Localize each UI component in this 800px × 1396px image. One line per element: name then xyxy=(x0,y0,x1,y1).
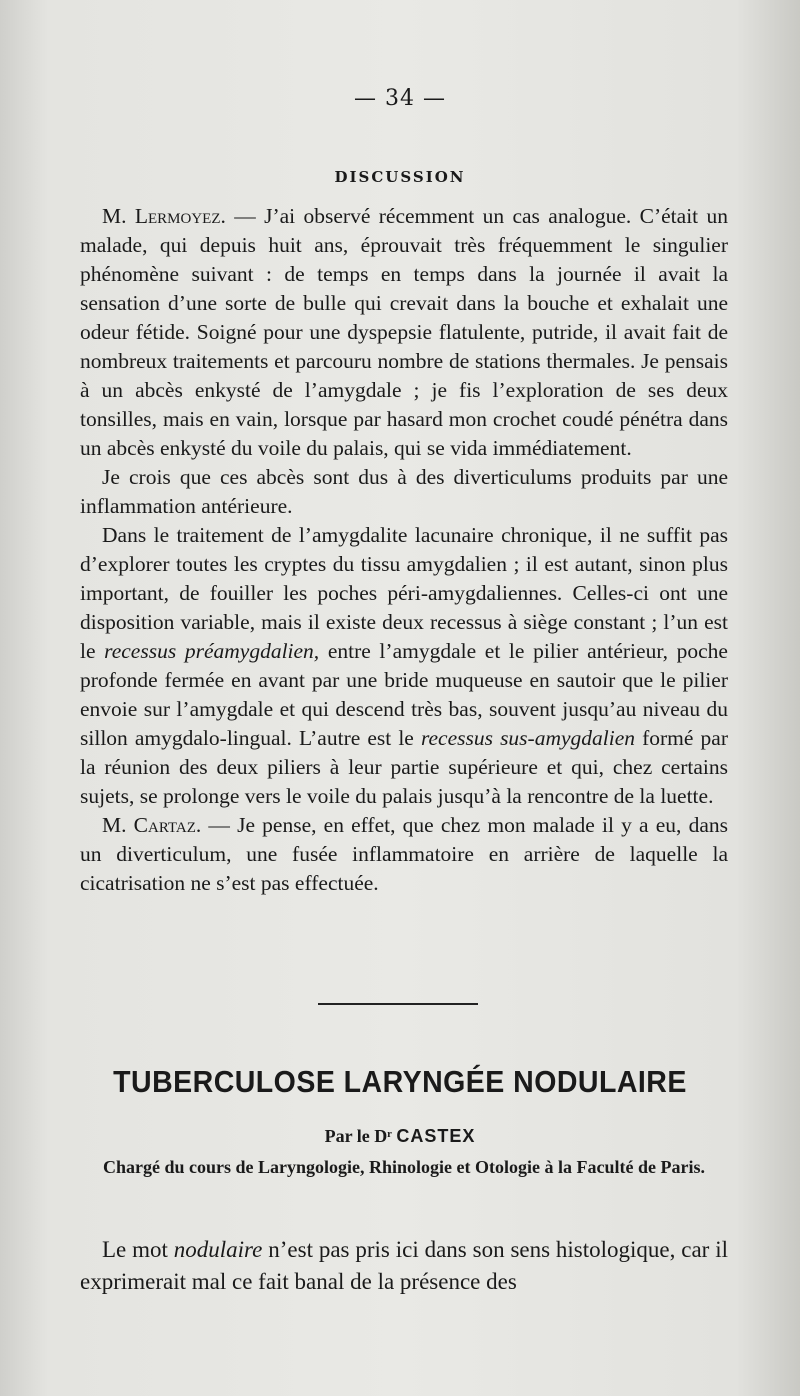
paragraph-text: entre l’amygdale et le pilier antérieur, poche profonde fermée en avant par une bride muqueuse en sautoir que le pilier envoie sur l’amygdale et qui descend très bas, souvent jusqu’au niveau du sillon amygdalo-lingual. L’autre est le xyxy=(80,639,728,750)
paragraph-text: n’est pas pris ici dans son sens histologique, car il exprimerait mal ce fait banal de la présence des xyxy=(80,1237,728,1294)
page-number: — 34 — xyxy=(354,86,446,111)
article-body xyxy=(80,1234,728,1298)
paragraph-text: — Je pense, en effet, que chez mon malade il y a eu, dans un diverticulum, une fusée inflammatoire en arrière de laquelle la cicatrisation ne s’est pas effectuée. xyxy=(80,813,728,895)
author-affiliation: Chargé du cours de Laryngologie, Rhinologie et Otologie à la Faculté de Paris. xyxy=(103,1157,705,1177)
discussion-block xyxy=(80,202,728,898)
italic-term: nodulaire xyxy=(173,1237,263,1262)
author-name: CASTEX xyxy=(396,1126,476,1146)
italic-term: recessus préamygdalien, xyxy=(104,639,320,663)
speaker-name: M. Lermoyez. xyxy=(102,204,226,228)
section-divider xyxy=(318,1003,478,1005)
paragraph-text: formé par la réunion des deux piliers à leur partie supérieure et qui, chez certains sujets, se prolonge vers le voile du palais jusqu’à la rencontre de la luette. xyxy=(80,726,728,808)
article-title: TUBERCULOSE LARYNGÉE NODULAIRE xyxy=(113,1064,687,1099)
paragraph-text: Le mot xyxy=(102,1237,174,1262)
paragraph-diverticulums: Je crois que ces abcès sont dus à des diverticulums produits par une inflammation antérieure. xyxy=(80,465,728,518)
paragraph-cartaz xyxy=(80,811,728,898)
paragraph-lermoyez xyxy=(80,202,728,463)
speaker-name: M. Cartaz. xyxy=(102,813,202,837)
discussion-heading: DISCUSSION xyxy=(334,168,466,186)
italic-term: recessus sus-amygdalien xyxy=(420,726,636,750)
paragraph-text: Dans le traitement de l’amygdalite lacunaire chronique, il ne suffit pas d’explorer toutes les cryptes du tissu amygdalien ; il est autant, sinon plus important, de fouiller les poches péri-amygdaliennes. Celles-ci ont une disposition variable, mais il existe deux recessus à siège constant ; l’un est le xyxy=(80,523,728,663)
paragraph-text: — J’ai observé récemment un cas analogue. C’était un malade, qui depuis huit ans, éprouvait très fréquemment le singulier phénomène suivant : de temps en temps dans la journée il avait la sensation d’une sorte de bulle qui crevait dans la bouche et exhalait une odeur fétide. Soigné pour une dyspepsie flatulente, putride, il avait fait de nombreux traitements et parcouru nombre de stations thermales. Je pensais à un abcès enkysté de l’amygdale ; je fis l’exploration de ses deux tonsilles, mais en vain, lorsque par hasard mon crochet coudé pénétra dans un abcès enkysté du voile du palais, qui se vida immédiatement. xyxy=(80,204,729,460)
article-paragraph xyxy=(80,1234,728,1298)
paragraph-treatment xyxy=(80,521,728,811)
byline-prefix: Par le Dʳ xyxy=(324,1126,397,1146)
author-byline xyxy=(0,1126,800,1147)
